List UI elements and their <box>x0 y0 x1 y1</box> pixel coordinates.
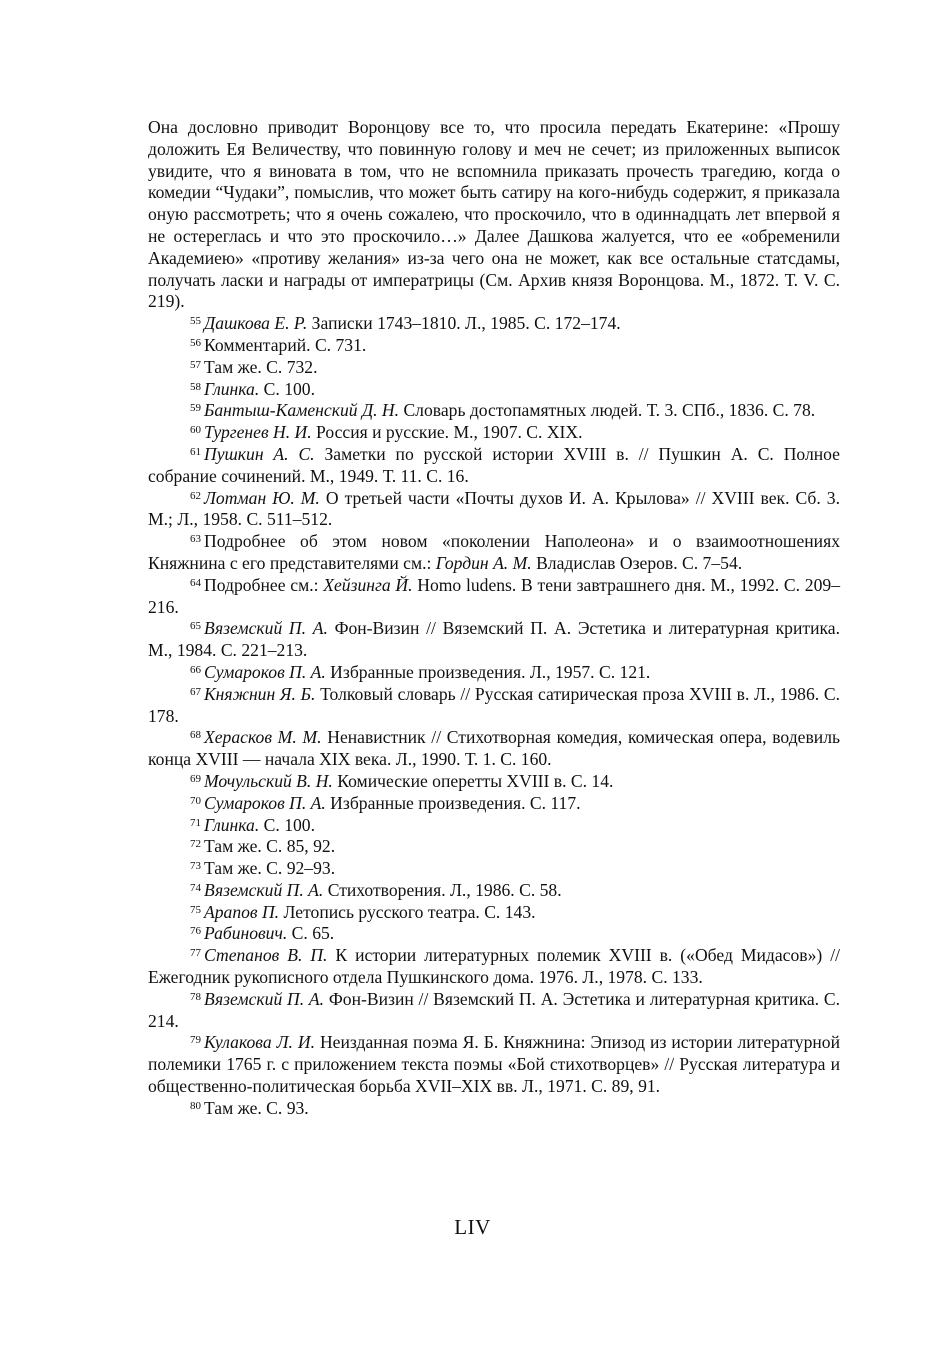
footnote-author: Херасков М. М. <box>204 727 322 748</box>
footnote-text: Подробнее см.: <box>204 574 324 595</box>
footnote-author: Пушкин А. С. <box>204 443 315 464</box>
footnote-72 <box>148 836 840 858</box>
footnote-number: 78 <box>190 990 201 1003</box>
footnote-number: 69 <box>190 772 201 785</box>
footnote-62 <box>148 488 840 532</box>
footnote-text: Избранные произведения. Л., 1957. С. 121. <box>325 661 651 682</box>
footnote-text: С. 100. <box>259 378 315 399</box>
footnote-number: 80 <box>190 1099 201 1112</box>
footnote-number: 59 <box>190 402 201 415</box>
footnote-number: 66 <box>190 663 201 676</box>
footnote-author: Глинка. <box>204 378 260 399</box>
footnote-text: С. 100. <box>259 814 315 835</box>
footnote-text: Избранные произведения. С. 117. <box>325 792 581 813</box>
footnote-61 <box>148 444 840 488</box>
footnote-number: 63 <box>190 533 201 546</box>
footnotes-list <box>148 313 840 1119</box>
footnote-text: Неизданная поэма Я. Б. Княжнина: Эпизод из истории литературной полемики 1765 г. с приложением текста поэмы «Бой стихотворцев» // Русская литература и общественно-политическая борьба XVII–XIX вв. Л., 1971. С. 89, 91. <box>148 1032 840 1097</box>
footnote-70 <box>148 793 840 815</box>
intro-paragraph: Она дословно приводит Воронцову все то, что просила передать Екатерине: «Прошу доложить Ея Величеству, что повинную голову и меч не сечет; из приложенных выписок увидите, что я виновата в том, что не вспомнила приказать прочесть трагедию, когда о комедии “Чудаки”, помыслив, что может быть сатиру на кого-нибудь содержит, я приказала оную рассмотреть; что я очень сожалею, что проскочило, что в одиннадцать лет впервой я не остереглась и что это проскочило…» Далее Дашкова жалуется, что ее «обременили Академиею» «противу желания» из-за чего она не может, как все остальные статсдамы, получать ласки и награды от императрицы (См. Архив князя Воронцова. М., 1872. Т. V. С. 219). <box>148 117 840 312</box>
footnote-text: Подробнее об этом новом «поколении Наполеона» и о взаимоотношениях Княжнина с его представителями см.: <box>148 531 840 573</box>
footnote-number: 79 <box>190 1034 201 1047</box>
footnote-number: 62 <box>190 489 201 502</box>
footnote-number: 56 <box>190 336 201 349</box>
footnote-number: 73 <box>190 860 201 873</box>
footnote-69 <box>148 771 840 793</box>
footnote-text: Комические оперетты XVIII в. С. 14. <box>332 770 614 791</box>
footnote-79 <box>148 1032 840 1097</box>
footnote-author: Кулакова Л. И. <box>204 1032 315 1053</box>
footnote-text: Стихотворения. Л., 1986. С. 58. <box>323 879 562 900</box>
footnote-text: Там же. С. 92–93. <box>204 858 336 879</box>
footnote-text: О третьей части «Почты духов И. А. Крылова» // XVIII век. Сб. 3. М.; Л., 1958. С. 511–512. <box>148 487 840 530</box>
footnote-number: 65 <box>190 620 201 633</box>
footnote-67 <box>148 684 840 728</box>
footnote-author: Княжнин Я. Б. <box>204 683 316 704</box>
footnote-author: Арапов П. <box>204 901 280 922</box>
footnote-73 <box>148 858 840 880</box>
footnote-author: Гордин А. М. <box>435 552 532 573</box>
footnote-author: Тургенев Н. И. <box>204 422 312 443</box>
footnote-number: 76 <box>190 925 201 938</box>
footnote-64 <box>148 575 840 619</box>
footnote-author: Вяземский П. А. <box>204 618 328 639</box>
footnote-text: Там же. С. 85, 92. <box>204 836 336 857</box>
footnote-author: Вяземский П. А. <box>204 879 324 900</box>
footnote-76 <box>148 923 840 945</box>
footnote-56 <box>148 335 840 357</box>
footnote-author: Мочульский В. Н. <box>204 770 333 791</box>
footnote-text: Толковый словарь // Русская сатирическая проза XVIII в. Л., 1986. С. 178. <box>148 683 840 726</box>
footnote-text: Словарь достопамятных людей. Т. 3. СПб., 1836. С. 78. <box>399 400 816 421</box>
footnote-number: 75 <box>190 903 201 916</box>
footnote-text: Там же. С. 93. <box>204 1097 309 1118</box>
footnote-author: Лотман Ю. М. <box>204 487 320 508</box>
footnote-author: Степанов В. П. <box>204 945 328 966</box>
footnote-80 <box>148 1098 840 1120</box>
page-number: LIV <box>454 1215 491 1239</box>
footnote-author: Сумароков П. А. <box>204 661 326 682</box>
footnote-number: 67 <box>190 685 201 698</box>
footnote-text: Там же. С. 732. <box>204 356 318 377</box>
footnote-number: 60 <box>190 424 201 437</box>
footnote-author: Вяземский П. А. <box>204 988 325 1009</box>
footnote-number: 64 <box>190 576 201 589</box>
footnote-author: Рабинович. <box>204 923 288 944</box>
footnote-58 <box>148 379 840 401</box>
footnote-68 <box>148 727 840 771</box>
footnote-66 <box>148 662 840 684</box>
footnote-number: 71 <box>190 816 201 829</box>
footnote-78 <box>148 989 840 1033</box>
footnote-text: Homo ludens. В тени завтрашнего дня. М., 1992. С. 209–216. <box>148 574 840 617</box>
footnote-65 <box>148 618 840 662</box>
footnote-63 <box>148 531 840 575</box>
footnote-text: Фон-Визин // Вяземский П. А. Эстетика и литературная критика. М., 1984. С. 221–213. <box>148 618 840 661</box>
footnote-text: Владислав Озеров. С. 7–54. <box>531 552 743 573</box>
footnote-number: 77 <box>190 947 201 960</box>
footnote-71 <box>148 815 840 837</box>
footnote-text: К истории литературных полемик XVIII в. («Обед Мидасов») // Ежегодник рукописного отдела Пушкинского дома. 1976. Л., 1978. С. 133. <box>148 945 840 988</box>
footnote-number: 61 <box>190 445 201 458</box>
footnote-author: Бантыш-Каменский Д. Н. <box>204 400 400 421</box>
footnote-author: Глинка. <box>204 814 260 835</box>
footnote-text: Россия и русские. М., 1907. С. XIX. <box>311 422 583 443</box>
footnote-55 <box>148 313 840 335</box>
footnote-text: С. 65. <box>287 923 335 944</box>
footnote-author: Хейзинга Й. <box>323 574 413 595</box>
footnote-number: 68 <box>190 729 201 742</box>
footnote-number: 70 <box>190 794 201 807</box>
footnote-text: Летопись русского театра. С. 143. <box>279 901 536 922</box>
footnote-text: Фон-Визин // Вяземский П. А. Эстетика и литературная критика. С. 214. <box>148 988 840 1031</box>
footnote-59 <box>148 400 840 422</box>
footnote-75 <box>148 902 840 924</box>
footnote-number: 72 <box>190 838 201 851</box>
footnote-text: Ненавистник // Стихотворная комедия, комическая опера, водевиль конца XVIII — начала XIX века. Л., 1990. Т. 1. С. 160. <box>148 727 841 770</box>
footnote-text: Записки 1743–1810. Л., 1985. С. 172–174. <box>307 313 621 334</box>
page-body <box>148 117 840 1120</box>
footnote-author: Сумароков П. А. <box>204 792 326 813</box>
footnote-number: 55 <box>190 315 201 328</box>
footnote-57 <box>148 357 840 379</box>
footnote-number: 57 <box>190 358 201 371</box>
footnote-77 <box>148 945 840 989</box>
footnote-text: Заметки по русской истории XVIII в. // Пушкин А. С. Полное собрание сочинений. М., 1949. Т. 11. С. 16. <box>148 443 840 486</box>
footnote-author: Дашкова Е. Р. <box>204 313 308 334</box>
footnote-60 <box>148 422 840 444</box>
footnote-text: Комментарий. С. 731. <box>204 334 367 355</box>
footnote-number: 58 <box>190 380 201 393</box>
footnote-74 <box>148 880 840 902</box>
footnote-number: 74 <box>190 881 201 894</box>
